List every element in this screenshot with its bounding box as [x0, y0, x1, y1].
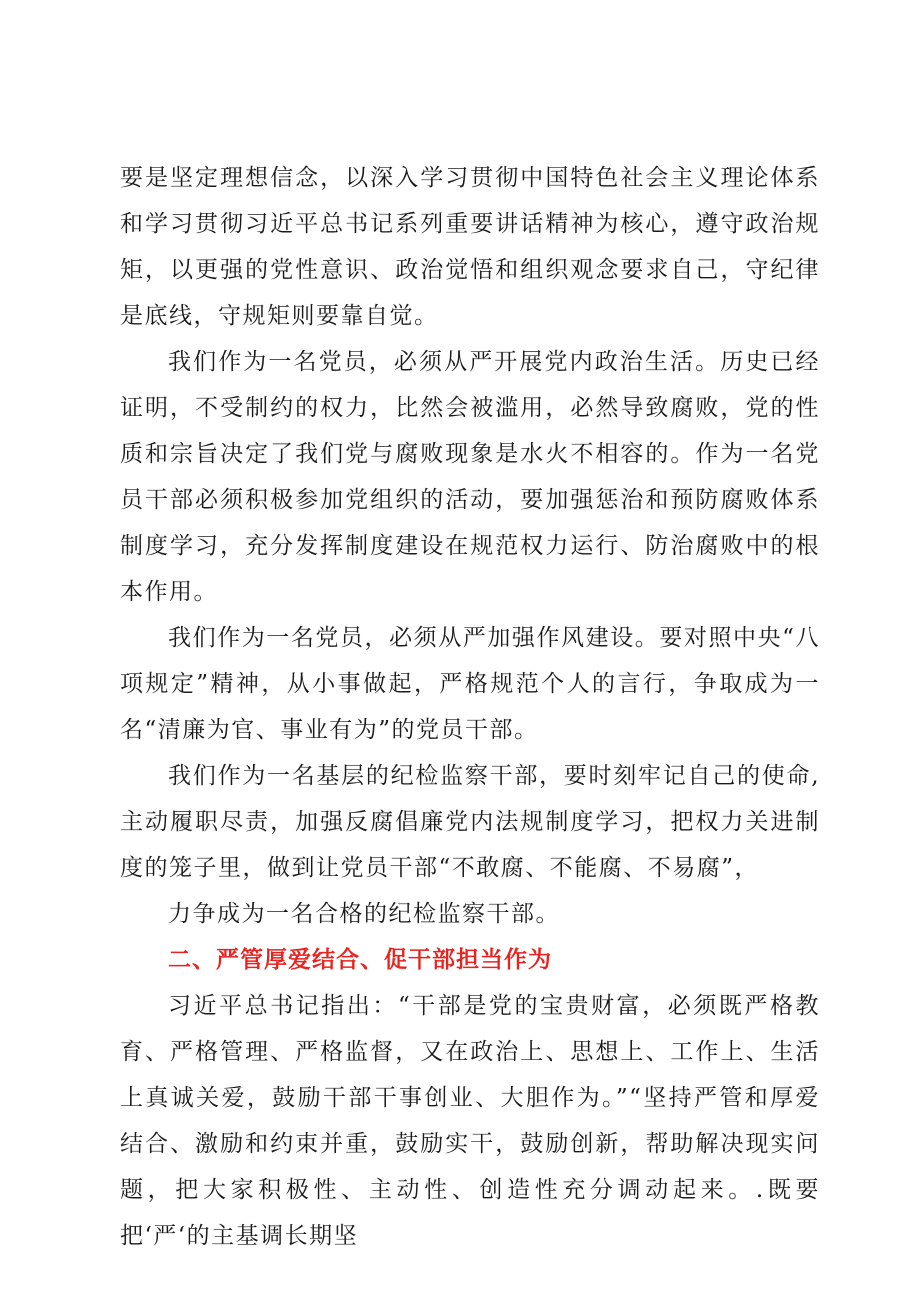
document-body — [120, 155, 820, 1259]
paragraph-4: 我们作为一名基层的纪检监察干部，要时刻牢记自己的使命,主动履职尽责，加强反腐倡廉党内法规制度学习，把权力关进制度的笼子里，做到让党员干部“不敢腐、不能腐、不易腐”， — [120, 763, 820, 881]
paragraph-3: 我们作为一名党员，必须从严加强作风建设。要对照中央“八项规定”精神，从小事做起，严格规范个人的言行，争取成为一名“清廉为官、事业有为”的党员干部。 — [120, 625, 820, 743]
section-heading: 二、严管厚爱结合、促干部担当作为 — [168, 947, 552, 973]
paragraph-5: 力争成为一名合格的纪检监察干部。 — [168, 901, 560, 927]
paragraph-1: 要是坚定理想信念，以深入学习贯彻中国特色社会主义理论体系和学习贯彻习近平总书记系列重要讲话精神为核心，遵守政治规矩，以更强的党性意识、政治觉悟和组织观念要求自己，守纪律是底线，守规矩则要靠自觉。 — [120, 165, 820, 329]
paragraph-6: 习近平总书记指出：“干部是党的宝贵财富，必须既严格教育、严格管理、严格监督，又在政治上、思想上、工作上、生活上真诚关爱，鼓励干部干事创业、大胆作为。”“坚持严管和厚爱结合、激励和约束并重，鼓励实干，鼓励创新，帮助解决现实问题，把大家积极性、主动性、创造性充分调动起来。.既要把‘严‘的主基调长期坚 — [120, 993, 820, 1249]
paragraph-2: 我们作为一名党员，必须从严开展党内政治生活。历史已经证明，不受制约的权力，比然会被滥用，必然导致腐败，党的性质和宗旨决定了我们党与腐败现象是水火不相容的。作为一名党员干部必须积极参加党组织的活动，要加强惩治和预防腐败体系制度学习，充分发挥制度建设在规范权力运行、防治腐败中的根本作用。 — [120, 349, 820, 605]
